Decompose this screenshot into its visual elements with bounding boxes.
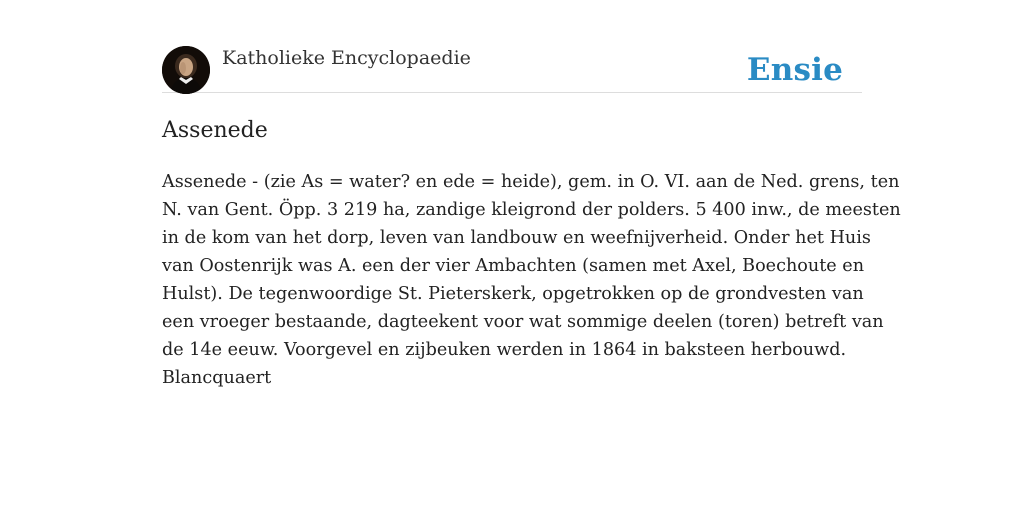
header (162, 0, 862, 93)
article-line: van Oostenrijk was A. een der vier Ambachten (samen met Axel, Boechoute en (162, 256, 865, 276)
brand-logo[interactable]: Ensie (746, 52, 843, 88)
article-title: Assenede (162, 118, 268, 143)
article-line: de 14e eeuw. Voorgevel en zijbeuken werden in 1864 in baksteen herbouwd. (162, 340, 847, 360)
article-line: in de kom van het dorp, leven van landbouw en weefnijverheid. Onder het Huis (162, 228, 871, 248)
article-line: een vroeger bestaande, dagteekent voor wat sommige deelen (toren) betreft van (162, 312, 884, 332)
page-container (162, 0, 901, 388)
article-line: Assenede - (zie As = water? en ede = heide), gem. in O. VI. aan de Ned. grens, ten (162, 172, 900, 192)
portrait-icon[interactable] (162, 46, 210, 94)
site-name[interactable]: Katholieke Encyclopaedie (222, 47, 471, 69)
article-line: Hulst). De tegenwoordige St. Pieterskerk, opgetrokken op de grondvesten van (162, 284, 864, 304)
article-author: Blancquaert (162, 368, 272, 388)
article-line: N. van Gent. Öpp. 3 219 ha, zandige kleigrond der polders. 5 400 inw., de meesten (162, 200, 901, 220)
article-body (162, 168, 901, 392)
